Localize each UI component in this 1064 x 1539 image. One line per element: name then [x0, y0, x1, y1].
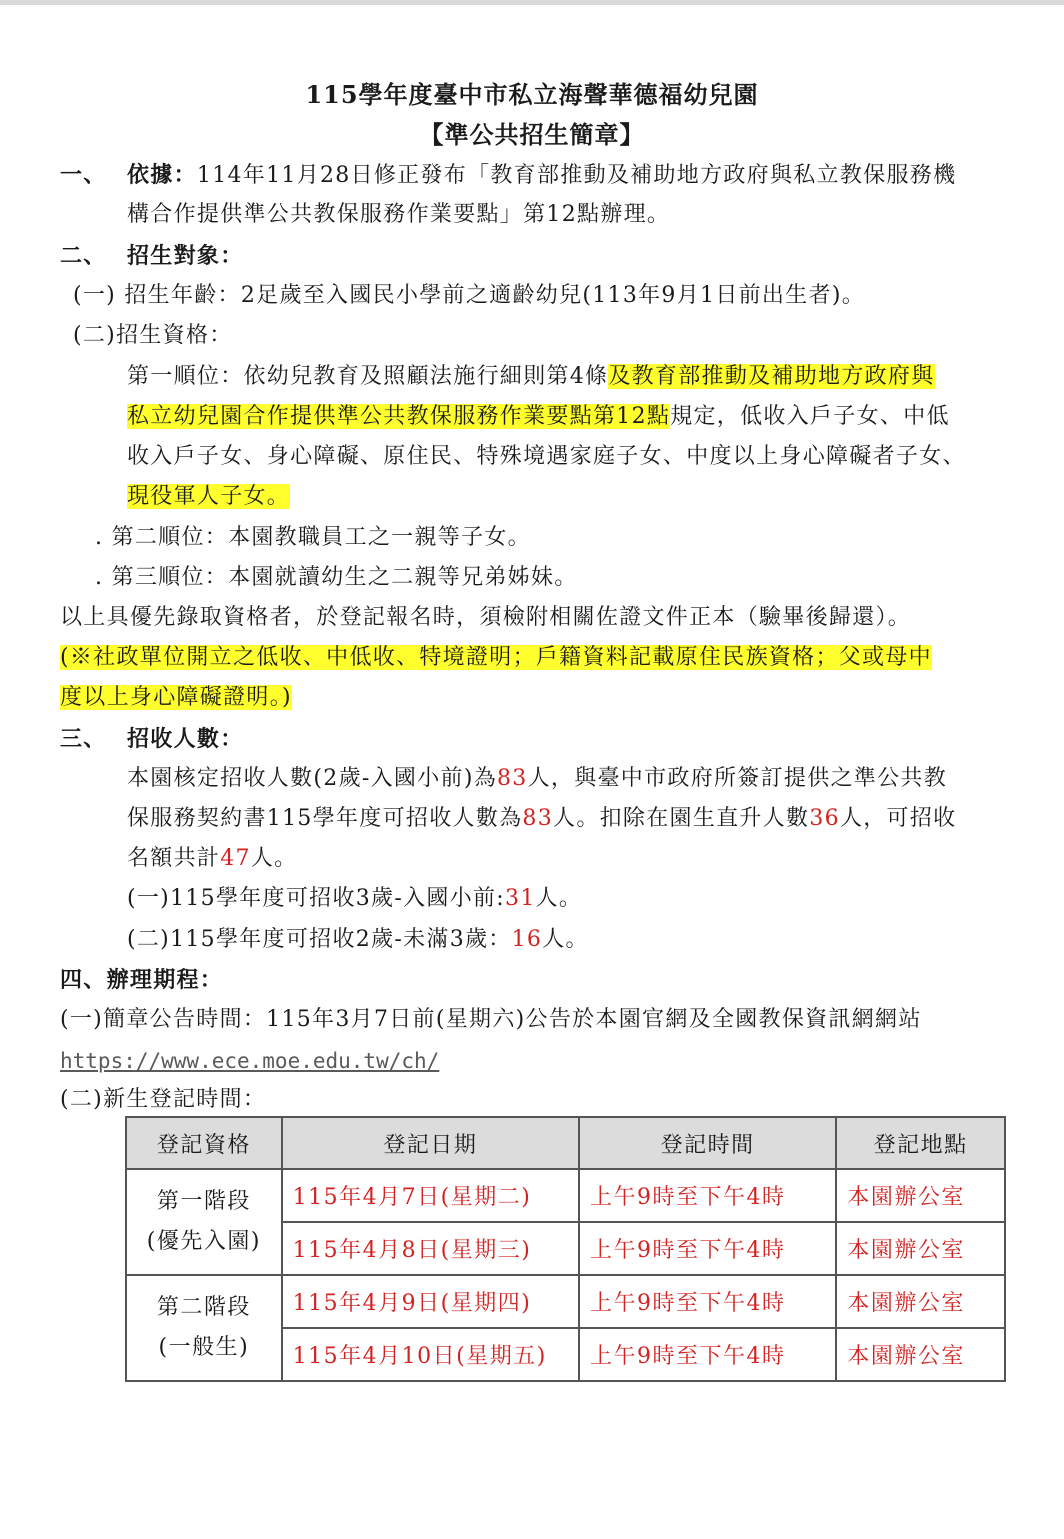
continuing-students: 36: [809, 806, 840, 831]
approved-quota: 83: [497, 766, 528, 791]
section-1-label: 依據：: [127, 162, 197, 188]
top-border: [0, 0, 1064, 5]
highlight: 及教育部推動及補助地方政府與: [608, 364, 935, 389]
priority-1-line-2: 私立幼兒園合作提供準公共教保服務作業要點第12點規定，低收入戶子女、中低: [127, 404, 950, 429]
section-3-number: 三、: [60, 726, 107, 752]
quota-line-3: 名額共計47人。: [127, 846, 298, 871]
registration-time-heading: (二)新生登記時間：: [60, 1087, 267, 1112]
header-time: 登記時間: [579, 1117, 836, 1169]
priority-2: . 第二順位：本園教職員工之一親等子女。: [95, 525, 531, 550]
highlight: 私立幼兒園合作提供準公共教保服務作業要點第12點: [127, 404, 671, 429]
header-location: 登記地點: [836, 1117, 1005, 1169]
quota-age-3: (一)115學年度可招收3歲-入國小前:31人。: [127, 886, 583, 911]
row-location: 本園辦公室: [836, 1169, 1005, 1222]
row-date: 115年4月7日(星期二): [282, 1169, 579, 1222]
quota-age-2: (二)115學年度可招收2歲-未滿3歲：16人。: [127, 927, 589, 952]
priority-3: . 第三順位：本園就讀幼生之二親等兄弟姊妹。: [95, 565, 578, 590]
row-time: 上午9時至下午4時: [579, 1169, 836, 1222]
highlight: 度以上身心障礙證明。): [60, 685, 292, 710]
row-location: 本園辦公室: [836, 1275, 1005, 1328]
announcement-time: (一)簡章公告時間：115年3月7日前(星期六)公告於本園官網及全國教保資訊網網站: [60, 1007, 922, 1032]
row-time: 上午9時至下午4時: [579, 1222, 836, 1275]
row-location: 本園辦公室: [836, 1328, 1005, 1381]
header-date: 登記日期: [282, 1117, 579, 1169]
enrollment-age: (一) 招生年齡：2足歲至入國民小學前之適齡幼兒(113年9月1日前出生者)。: [73, 283, 866, 308]
table-row: [126, 1275, 1005, 1328]
document-note: 以上具優先錄取資格者，於登記報名時，須檢附相關佐證文件正本（驗畢後歸還）。: [60, 605, 912, 630]
priority-1-line-4: [127, 482, 290, 512]
row-date: 115年4月9日(星期四): [282, 1275, 579, 1328]
section-1-line-2: 構合作提供準公共教保服務作業要點」第12點辦理。: [127, 202, 671, 227]
page-title: 115學年度臺中市私立海聲華德福幼兒園: [305, 80, 759, 109]
section-1-line-1: 依據：114年11月28日修正發布「教育部推動及補助地方政府與私立教保服務機: [127, 162, 957, 188]
section-4-heading: 四、辦理期程：: [60, 967, 224, 993]
row-time: 上午9時至下午4時: [579, 1328, 836, 1381]
quota-line-1: 本園核定招收人數(2歲-入國小前)為83人，與臺中市政府所簽訂提供之準公共教: [127, 766, 948, 791]
quota-age-3-count: 31: [505, 886, 536, 911]
row-date: 115年4月10日(星期五): [282, 1328, 579, 1381]
quota-line-2: 保服務契約書115學年度可招收人數為83人。扣除在園生直升人數36人，可招收: [127, 806, 957, 831]
document-note-detail-1: [60, 643, 932, 673]
registration-table: [125, 1116, 1006, 1382]
page-subtitle: 【準公共招生簡章】: [419, 120, 645, 149]
table-header-row: [126, 1117, 1005, 1169]
section-2-label: 招生對象：: [127, 243, 244, 269]
row-time: 上午9時至下午4時: [579, 1275, 836, 1328]
website-link[interactable]: https://www.ece.moe.edu.tw/ch/: [60, 1049, 440, 1073]
highlight: 現役軍人子女。: [127, 484, 291, 509]
priority-1-line-1: 第一順位：依幼兒教育及照顧法施行細則第4條及教育部推動及補助地方政府與: [127, 364, 935, 389]
stage-2-cell: 第二階段 (一般生): [126, 1275, 282, 1381]
contract-quota: 83: [522, 806, 554, 831]
section-1-number: 一、: [60, 162, 107, 188]
stage-1-cell: 第一階段 (優先入園): [126, 1169, 282, 1275]
document-note-detail-2: [60, 683, 292, 713]
available-quota: 47: [220, 846, 251, 871]
priority-1-line-3: 收入戶子女、身心障礙、原住民、特殊境遇家庭子女、中度以上身心障礙者子女、: [127, 444, 966, 469]
highlight: (※社政單位開立之低收、中低收、特境證明；戶籍資料記載原住民族資格；父或母中: [60, 645, 932, 670]
quota-age-2-count: 16: [511, 927, 543, 952]
header-qualification: 登記資格: [126, 1117, 282, 1169]
table-row: [126, 1169, 1005, 1222]
row-date: 115年4月8日(星期三): [282, 1222, 579, 1275]
row-location: 本園辦公室: [836, 1222, 1005, 1275]
enrollment-qualification: (二)招生資格：: [73, 323, 233, 348]
section-3-label: 招收人數：: [127, 726, 244, 752]
section-2-number: 二、: [60, 243, 107, 269]
